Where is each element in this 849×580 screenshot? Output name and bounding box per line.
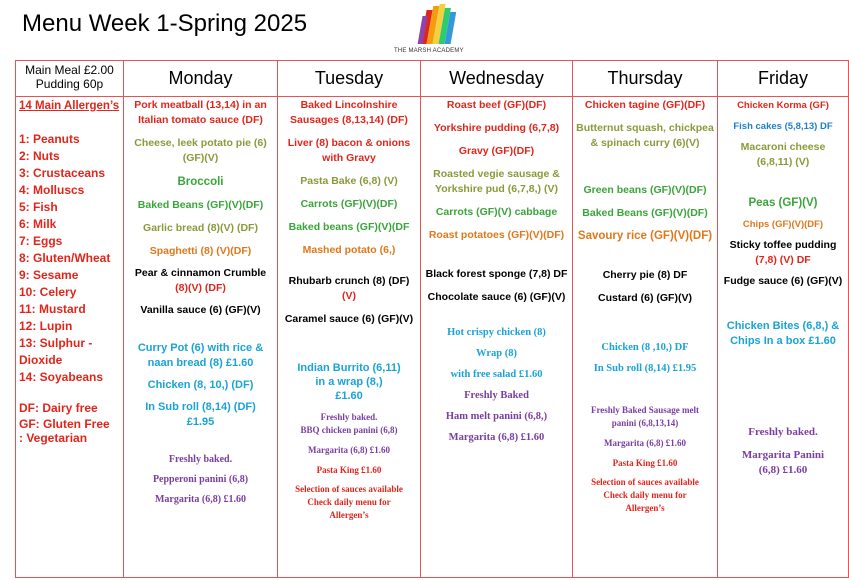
menu-item: Selection of sauces available (591, 477, 699, 487)
menu-item: Yorkshire pud (6,7,8,) (V) (435, 183, 558, 195)
menu-item: Spaghetti (8) (V)(DF) (149, 245, 252, 257)
menu-item: (8)(V) (DF) (175, 282, 226, 294)
menu-item: Butternut squash, chickpea (576, 122, 714, 134)
menu-item: Chicken Korma (GF) (737, 100, 829, 111)
menu-item: Baked Lincolnshire (300, 99, 398, 111)
menu-item: Margarita (6,8) £1.60 (154, 494, 247, 505)
menu-item: Allergen’s (625, 503, 665, 513)
menu-item: Peas (GF)(V) (748, 197, 818, 209)
tuesday-column (278, 97, 421, 578)
menu-item: In Sub roll (8,14) £1.95 (593, 363, 697, 374)
allergen-item: 6: Milk (19, 217, 57, 231)
menu-item: Pasta Bake (6,8) (V) (300, 175, 398, 187)
menu-item: Sausages (8,13,14) (DF) (290, 114, 408, 126)
menu-item: Gravy (GF)(DF) (458, 145, 535, 157)
menu-item: Fish cakes (5,8,13) DF (733, 121, 833, 132)
menu-item: Roasted vegie sausage & (433, 168, 560, 180)
menu-item: Pasta King £1.60 (316, 465, 382, 475)
menu-item: Mashed potato (6,) (302, 244, 396, 256)
price-cell (16, 61, 124, 97)
menu-item: Rhubarb crunch (8) (DF) (288, 275, 410, 287)
allergen-item: 3: Crustaceans (19, 166, 106, 180)
menu-item: Chicken (8, 10,) (DF) (147, 379, 254, 391)
menu-item: Roast potatoes (GF)(V)(DF) (428, 229, 565, 241)
day-header-wednesday: Wednesday (421, 61, 573, 97)
menu-item: Chicken tagine (GF)(DF) (584, 99, 706, 111)
allergen-item: 10: Celery (19, 285, 77, 299)
menu-item: (GF)(V) (182, 152, 219, 164)
menu-item: Allergen’s (329, 510, 369, 520)
allergen-key: : Vegetarian (19, 431, 88, 445)
menu-item: Indian Burrito (6,11) (297, 362, 401, 374)
menu-item: Vanilla sauce (6) (GF)(V) (140, 304, 261, 316)
menu-item: Cherry pie (8) DF (602, 269, 688, 281)
menu-item: (V) (342, 290, 356, 302)
menu-table (15, 60, 849, 578)
menu-item: (6,8) £1.60 (758, 464, 808, 476)
menu-item: Savoury rice (GF)(V)(DF) (577, 230, 713, 242)
menu-item: Garlic bread (8)(V) (DF) (143, 222, 258, 234)
menu-item: (6,8,11) (V) (756, 156, 810, 168)
menu-item: Italian tomato sauce (DF) (138, 114, 263, 126)
menu-item: £1.60 (335, 390, 363, 402)
monday-column (124, 97, 278, 578)
menu-item: Chicken (8 ,10,) DF (601, 342, 689, 353)
menu-item: Carrots (GF)(V) cabbage (435, 206, 558, 218)
menu-item: Green beans (GF)(V)(DF) (583, 184, 707, 196)
menu-item: Margarita (6,8) £1.60 (448, 432, 545, 443)
menu-item: Wrap (8) (476, 348, 517, 359)
menu-item: Custard (6) (GF)(V) (598, 292, 692, 304)
menu-item: Yorkshire pudding (6,7,8) (433, 122, 560, 134)
menu-item: Freshly baked. (168, 454, 233, 465)
allergen-item: 2: Nuts (19, 149, 60, 163)
menu-item: In Sub roll (8,14) (DF) (145, 401, 256, 413)
allergen-item: 11: Mustard (19, 302, 86, 316)
allergen-item: 8: Gluten/Wheat (19, 251, 111, 265)
friday-column (718, 97, 849, 578)
menu-item: Pepperoni panini (6,8) (152, 474, 249, 485)
menu-item: (7,8) (V) DF (755, 254, 811, 266)
menu-item: panini (6,8,13,14) (611, 418, 679, 428)
menu-item: Caramel sauce (6) (GF)(V) (284, 313, 414, 325)
menu-item: Margarita (6,8) £1.60 (308, 445, 390, 455)
menu-item: Cheese, leek potato pie (6) (134, 137, 267, 149)
allergen-item: 7: Eggs (19, 234, 63, 248)
menu-item: Ham melt panini (6,8,) (445, 411, 548, 422)
main-meal-price: Main Meal £2.00 (25, 63, 114, 77)
menu-title: Menu Week 1-Spring 2025 (22, 10, 308, 37)
menu-item: Margarita Panini (741, 449, 825, 461)
menu-item: Margarita (6,8) £1.60 (604, 438, 686, 448)
allergen-item: Dioxide (19, 353, 63, 367)
menu-item: Fudge sauce (6) (GF)(V) (723, 275, 843, 287)
menu-item: Hot crispy chicken (8) (447, 327, 546, 338)
menu-item: Baked Beans (GF)(V)(DF) (137, 199, 264, 211)
allergen-item: 13: Sulphur - (19, 336, 93, 350)
thursday-column (573, 97, 718, 578)
day-header-thursday: Thursday (573, 61, 718, 97)
menu-item: Broccoli (177, 176, 224, 188)
day-header-friday: Friday (718, 61, 849, 97)
menu-item: Curry Pot (6) with rice & (137, 342, 264, 354)
wednesday-column (421, 97, 573, 578)
menu-item: Baked Beans (GF)(V)(DF) (582, 207, 708, 219)
menu-item: £1.95 (186, 416, 215, 428)
menu-item: Black forest sponge (7,8) DF (425, 268, 568, 280)
menu-item: Carrots (GF)(V)(DF) (300, 198, 398, 210)
allergen-column (16, 97, 124, 578)
allergen-item: 5: Fish (19, 200, 58, 214)
menu-item: Check daily menu for (307, 497, 391, 507)
allergen-item: 4: Molluscs (19, 183, 85, 197)
allergen-heading: 14 Main Allergen’s (19, 100, 120, 112)
menu-item: in a wrap (8,) (315, 376, 383, 388)
menu-item: BBQ chicken panini (6,8) (300, 425, 398, 435)
menu-item: Freshly baked. (320, 412, 378, 422)
menu-item: & spinach curry (6)(V) (590, 137, 700, 149)
menu-item: Pear & cinnamon Crumble (134, 267, 267, 279)
menu-item: Liver (8) bacon & onions (287, 137, 411, 149)
allergen-item: 9: Sesame (19, 268, 79, 282)
menu-item: Roast beef (GF)(DF) (446, 99, 547, 111)
allergen-item: 12: Lupin (19, 319, 73, 333)
logo-text: THE MARSH ACADEMY (394, 48, 464, 54)
menu-item: Check daily menu for (603, 490, 687, 500)
menu-item: Selection of sauces available (295, 484, 403, 494)
menu-item: Chips In a box £1.60 (730, 335, 836, 347)
menu-item: Chicken Bites (6,8,) & (726, 320, 840, 332)
menu-item: naan bread (8) £1.60 (147, 357, 254, 369)
menu-item: with free salad £1.60 (450, 369, 543, 380)
allergen-key: GF: Gluten Free (19, 417, 110, 431)
menu-item: Pork meatball (13,14) in an (134, 99, 267, 111)
menu-item: Freshly Baked Sausage melt (590, 405, 700, 415)
menu-item: with Gravy (322, 152, 376, 164)
menu-item: Freshly baked. (748, 426, 818, 438)
allergen-item: 14: Soyabeans (19, 370, 104, 384)
menu-item: Sticky toffee pudding (729, 239, 837, 251)
pudding-price: Pudding 60p (35, 77, 104, 91)
menu-item: Chips (GF)(V)(DF) (742, 219, 824, 230)
menu-item: Baked beans (GF)(V)(DF (288, 221, 410, 233)
menu-item: Freshly Baked (464, 390, 529, 401)
allergen-key: DF: Dairy free (19, 401, 98, 415)
menu-item: Macaroni cheese (740, 141, 826, 153)
day-header-tuesday: Tuesday (278, 61, 421, 97)
menu-item: Pasta King £1.60 (612, 458, 678, 468)
allergen-item: 1: Peanuts (19, 132, 80, 146)
menu-item: Chocolate sauce (6) (GF)(V) (427, 291, 566, 303)
day-header-monday: Monday (124, 61, 278, 97)
